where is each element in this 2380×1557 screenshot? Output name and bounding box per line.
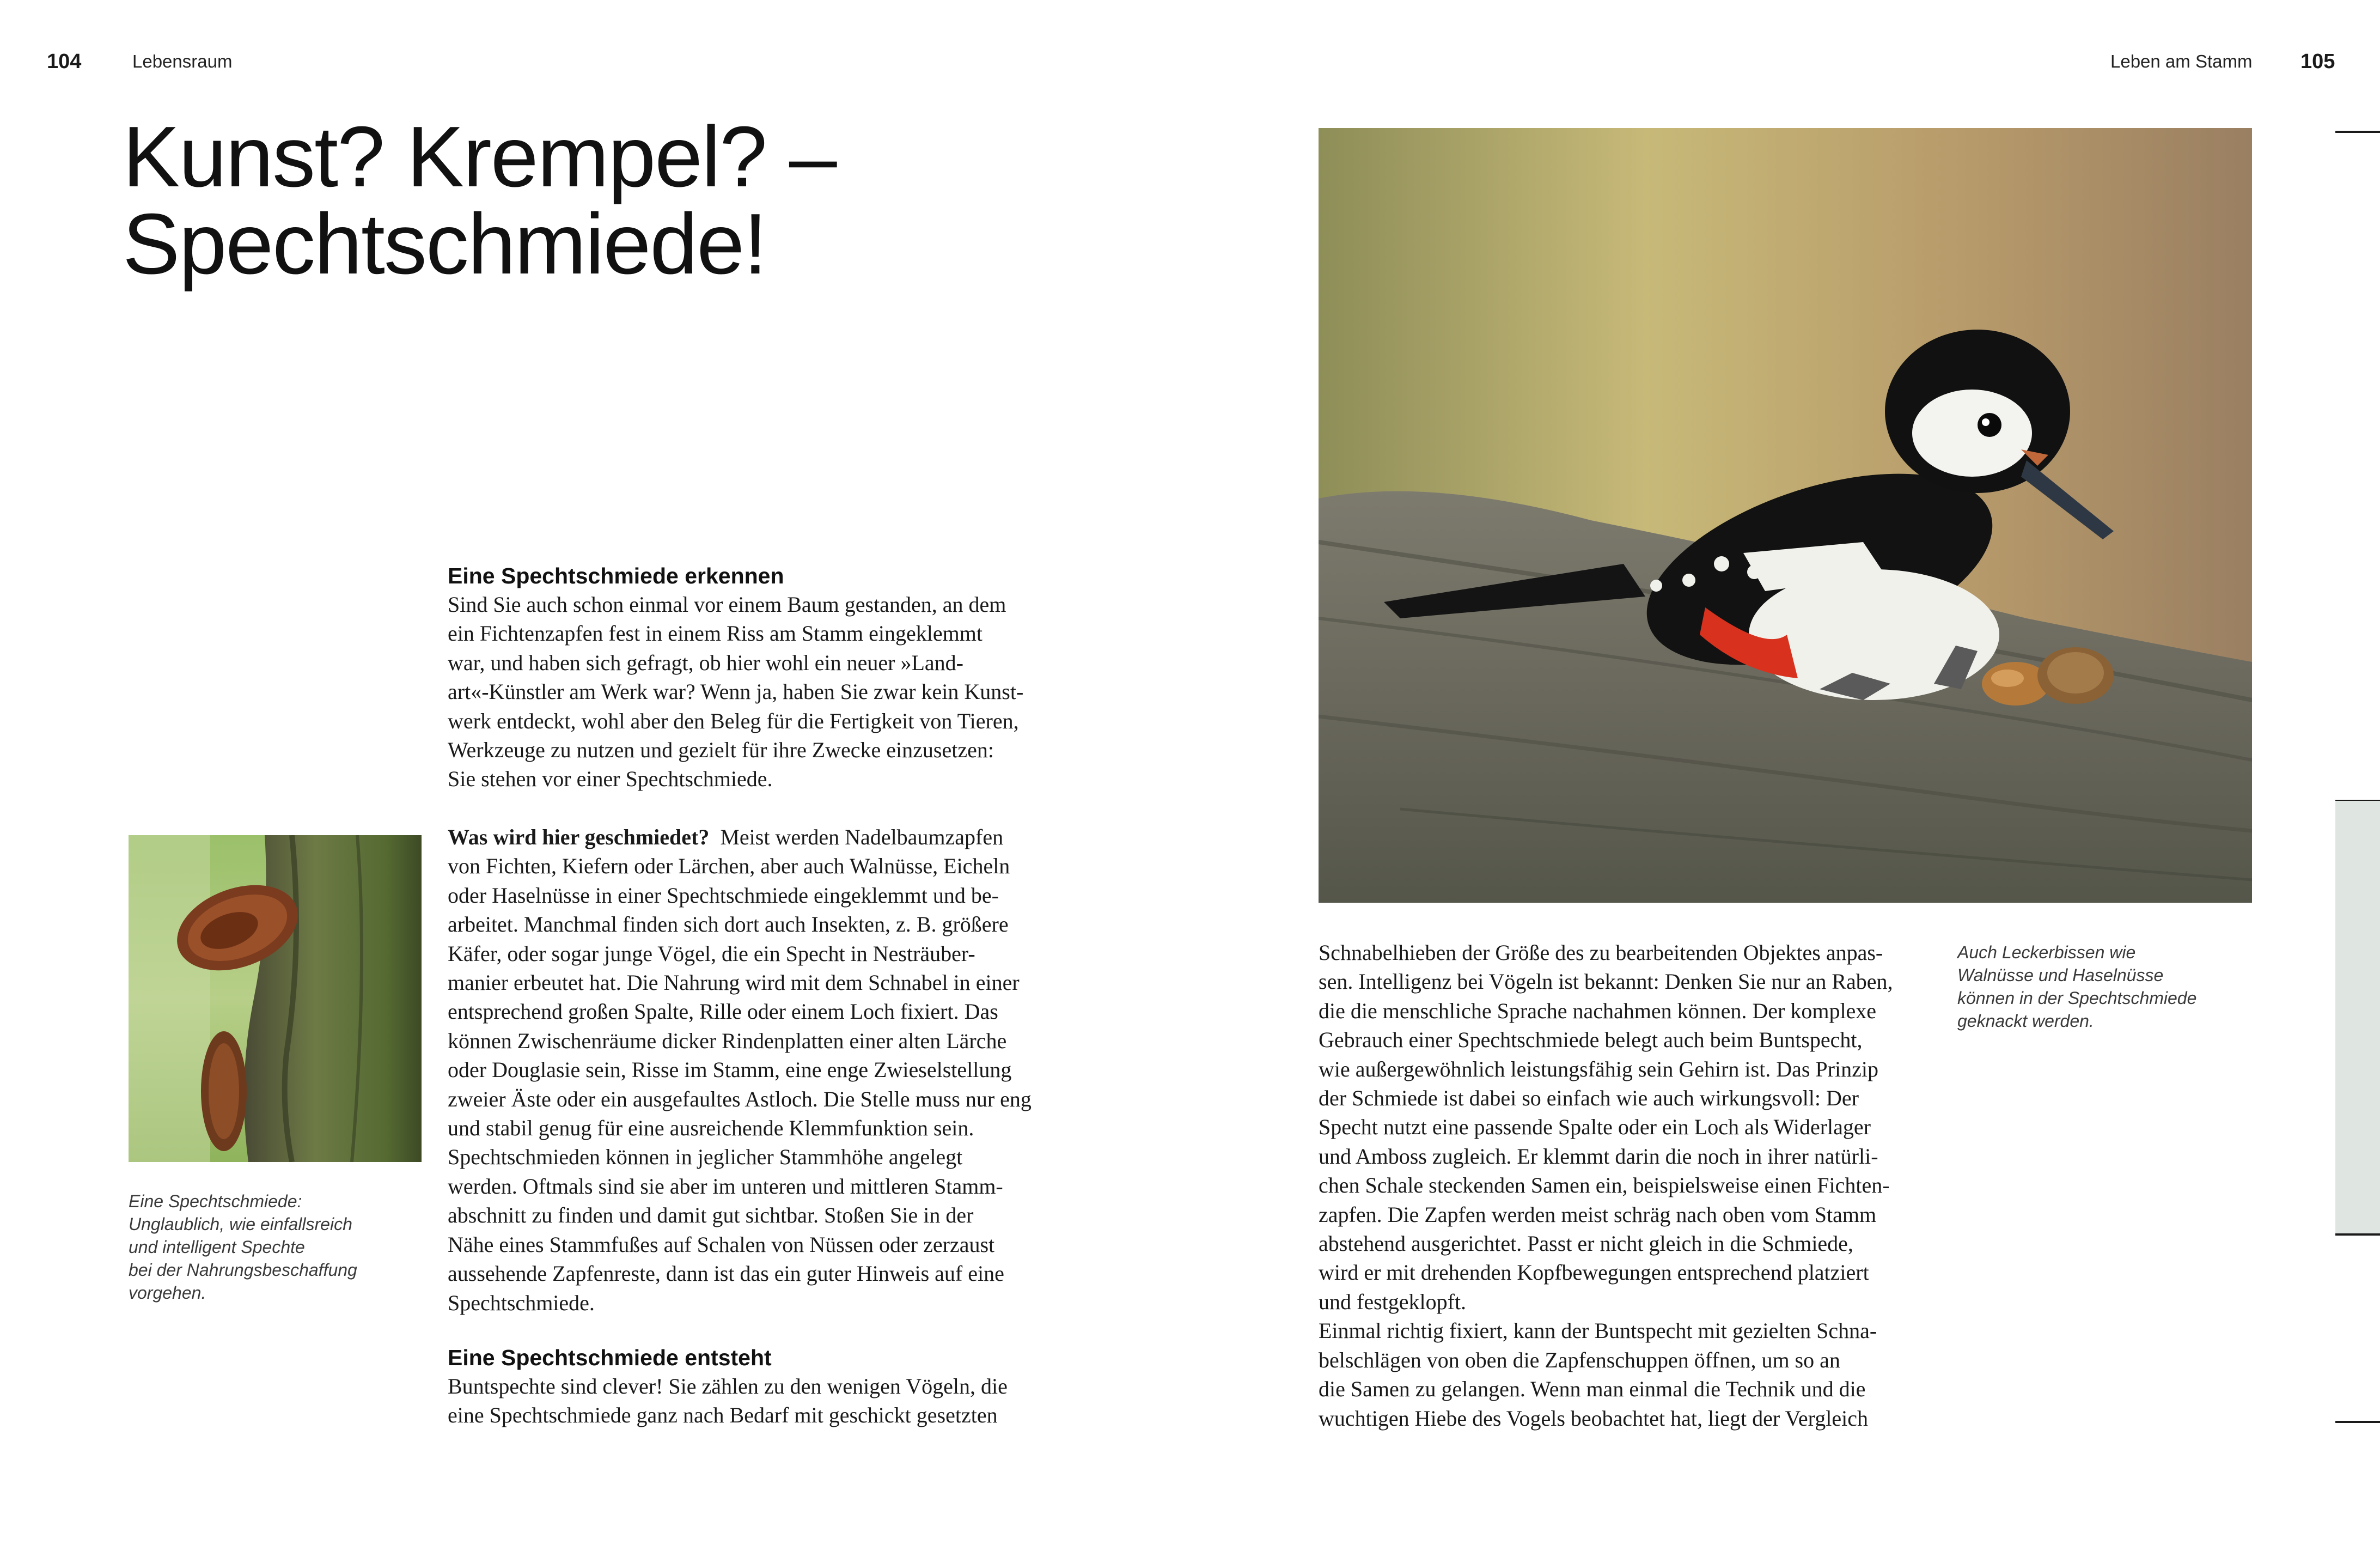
caption-line: Auch Leckerbissen wie — [1957, 942, 2136, 962]
text-line: werden. Oftmals sind sie aber im unteren und mittleren Stamm- — [448, 1173, 1003, 1199]
running-head-left: Lebensraum — [132, 51, 233, 71]
text-line: Nähe eines Stammfußes auf Schalen von Nüssen oder zerzaust — [448, 1232, 995, 1257]
text-line-rest: Meist werden Nadelbaumzapfen — [720, 825, 1004, 849]
text-line: und stabil genug für eine ausreichende Klemmfunktion sein. — [448, 1116, 974, 1141]
text-line: zweier Äste oder ein ausgefaultes Astloch. Die Stelle muss nur eng — [448, 1086, 1032, 1111]
text-line: abstehend ausgerichtet. Passt er nicht gleich in die Schmiede, — [1319, 1231, 1853, 1256]
text-line: Käfer, oder sogar junge Vögel, die ein Specht in Nesträuber- — [448, 941, 975, 966]
woodpecker-photo — [1319, 128, 2252, 903]
text-line: zapfen. Die Zapfen werden meist schräg nach oben vom Stamm — [1319, 1202, 1877, 1227]
text-line: belschlägen von oben die Zapfenschuppen öffnen, um so an — [1319, 1347, 1840, 1372]
text-line — [448, 823, 1074, 852]
caption-line: bei der Nahrungsbeschaffung — [129, 1260, 357, 1280]
thumb-index-mark — [2335, 1421, 2380, 1423]
text-line: abschnitt zu finden und damit gut sichtbar. Stoßen Sie in der — [448, 1203, 974, 1228]
text-line: die die menschliche Sprache nachahmen können. Der komplexe — [1319, 998, 1877, 1023]
text-line: entsprechend großen Spalte, Rille oder einem Loch fixiert. Das — [448, 999, 998, 1024]
spechtschmiede-photo — [129, 835, 422, 1162]
text-line: arbeitet. Manchmal finden sich dort auch Insekten, z. B. größere — [448, 912, 1009, 937]
section-text-develops — [448, 1372, 1074, 1430]
section-heading-recognize: Eine Spechtschmiede erkennen — [448, 563, 784, 588]
text-line: Gebrauch einer Spechtschmiede belegt auch beim Buntspecht, — [1319, 1027, 1863, 1053]
text-line: Sind Sie auch schon einmal vor einem Baum gestanden, an dem — [448, 592, 1006, 617]
section-lead-what-forged: Was wird hier geschmiedet? — [448, 825, 710, 849]
caption-line: Walnüsse und Haselnüsse — [1957, 965, 2164, 985]
text-line: chen Schale steckenden Samen ein, beispielsweise einen Fichten- — [1319, 1173, 1890, 1198]
pinecone-trunk-illustration — [129, 835, 422, 1162]
text-line: oder Douglasie sein, Risse im Stamm, eine enge Zwieselstellung — [448, 1057, 1012, 1082]
page-title-line-1: Kunst? Krempel? – — [123, 109, 836, 205]
thumb-index-mark — [2335, 131, 2380, 133]
text-line: können Zwischenräume dicker Rindenplatten einer alten Lärche — [448, 1028, 1007, 1053]
text-line: und festgeklopft. — [1319, 1289, 1467, 1314]
section-text-recognize — [448, 590, 1074, 794]
page-number-left: 104 — [47, 50, 82, 73]
caption-line: vorgehen. — [129, 1283, 206, 1303]
text-line: art«-Künstler am Werk war? Wenn ja, haben Sie zwar kein Kunst- — [448, 679, 1024, 704]
photo-caption-right — [1957, 941, 2262, 1032]
text-line: von Fichten, Kiefern oder Lärchen, aber auch Walnüsse, Eicheln — [448, 854, 1010, 879]
text-line: Schnabelhieben der Größe des zu bearbeitenden Objektes anpas- — [1319, 940, 1883, 965]
body-text-right — [1319, 938, 1945, 1433]
caption-line: Eine Spechtschmiede: — [129, 1191, 302, 1211]
text-line: sen. Intelligenz bei Vögeln ist bekannt: Denken Sie nur an Raben, — [1319, 969, 1893, 994]
section-what-forged — [448, 823, 1074, 1317]
page-title — [123, 109, 939, 292]
section-develops — [448, 1343, 1074, 1430]
section-recognize — [448, 562, 1074, 794]
text-line: eine Spechtschmiede ganz nach Bedarf mit geschickt gesetzten — [448, 1403, 998, 1428]
text-line: Spechtschmieden können in jeglicher Stammhöhe angelegt — [448, 1145, 963, 1170]
caption-line: können in der Spechtschmiede — [1957, 988, 2197, 1008]
text-line: Spechtschmiede. — [448, 1290, 595, 1315]
text-line: wie außergewöhnlich leistungsfähig sein Gehirn ist. Das Prinzip — [1319, 1056, 1878, 1081]
text-line: war, und haben sich gefragt, ob hier wohl ein neuer »Land- — [448, 650, 963, 675]
section-heading-develops: Eine Spechtschmiede entsteht — [448, 1345, 772, 1370]
caption-line: Unglaublich, wie einfallsreich — [129, 1214, 352, 1234]
text-line: die Samen zu gelangen. Wenn man einmal die Technik und die — [1319, 1377, 1866, 1402]
page-title-line-2: Spechtschmiede! — [123, 196, 767, 292]
text-line: Werkzeuge zu nutzen und gezielt für ihre Zwecke einzusetzen: — [448, 738, 994, 763]
text-line: werk entdeckt, wohl aber den Beleg für die Fertigkeit von Tieren, — [448, 708, 1019, 733]
running-head-right: Leben am Stamm — [2110, 51, 2253, 71]
photo-caption-left — [129, 1190, 434, 1304]
text-line: oder Haselnüsse in einer Spechtschmiede eingeklemmt und be- — [448, 883, 999, 908]
text-line: Buntspechte sind clever! Sie zählen zu den wenigen Vögeln, die — [448, 1374, 1008, 1398]
caption-line: geknackt werden. — [1957, 1011, 2094, 1031]
text-line: Sie stehen vor einer Spechtschmiede. — [448, 767, 773, 792]
text-line: wuchtigen Hiebe des Vogels beobachtet hat, liegt der Vergleich — [1319, 1406, 1868, 1431]
woodpecker-illustration — [1319, 128, 2252, 903]
text-line: der Schmiede ist dabei so einfach wie auch wirkungsvoll: Der — [1319, 1086, 1859, 1111]
thumb-index-tab — [2335, 801, 2380, 1234]
page-number-right: 105 — [2300, 50, 2335, 73]
text-line: Specht nutzt eine passende Spalte oder ein Loch als Widerlager — [1319, 1115, 1871, 1140]
text-line: wird er mit drehenden Kopfbewegungen entsprechend platziert — [1319, 1260, 1869, 1285]
text-line: manier erbeutet hat. Die Nahrung wird mit dem Schnabel in einer — [448, 970, 1020, 995]
text-line: und Amboss zugleich. Er klemmt darin die noch in ihrer natürli- — [1319, 1144, 1878, 1169]
caption-line: und intelligent Spechte — [129, 1237, 305, 1257]
text-line: ein Fichtenzapfen fest in einem Riss am Stamm eingeklemmt — [448, 621, 982, 646]
text-line: Einmal richtig fixiert, kann der Buntspecht mit gezielten Schna- — [1319, 1318, 1877, 1343]
text-line: aussehende Zapfenreste, dann ist das ein guter Hinweis auf eine — [448, 1261, 1004, 1286]
thumb-index-mark — [2335, 1233, 2380, 1236]
